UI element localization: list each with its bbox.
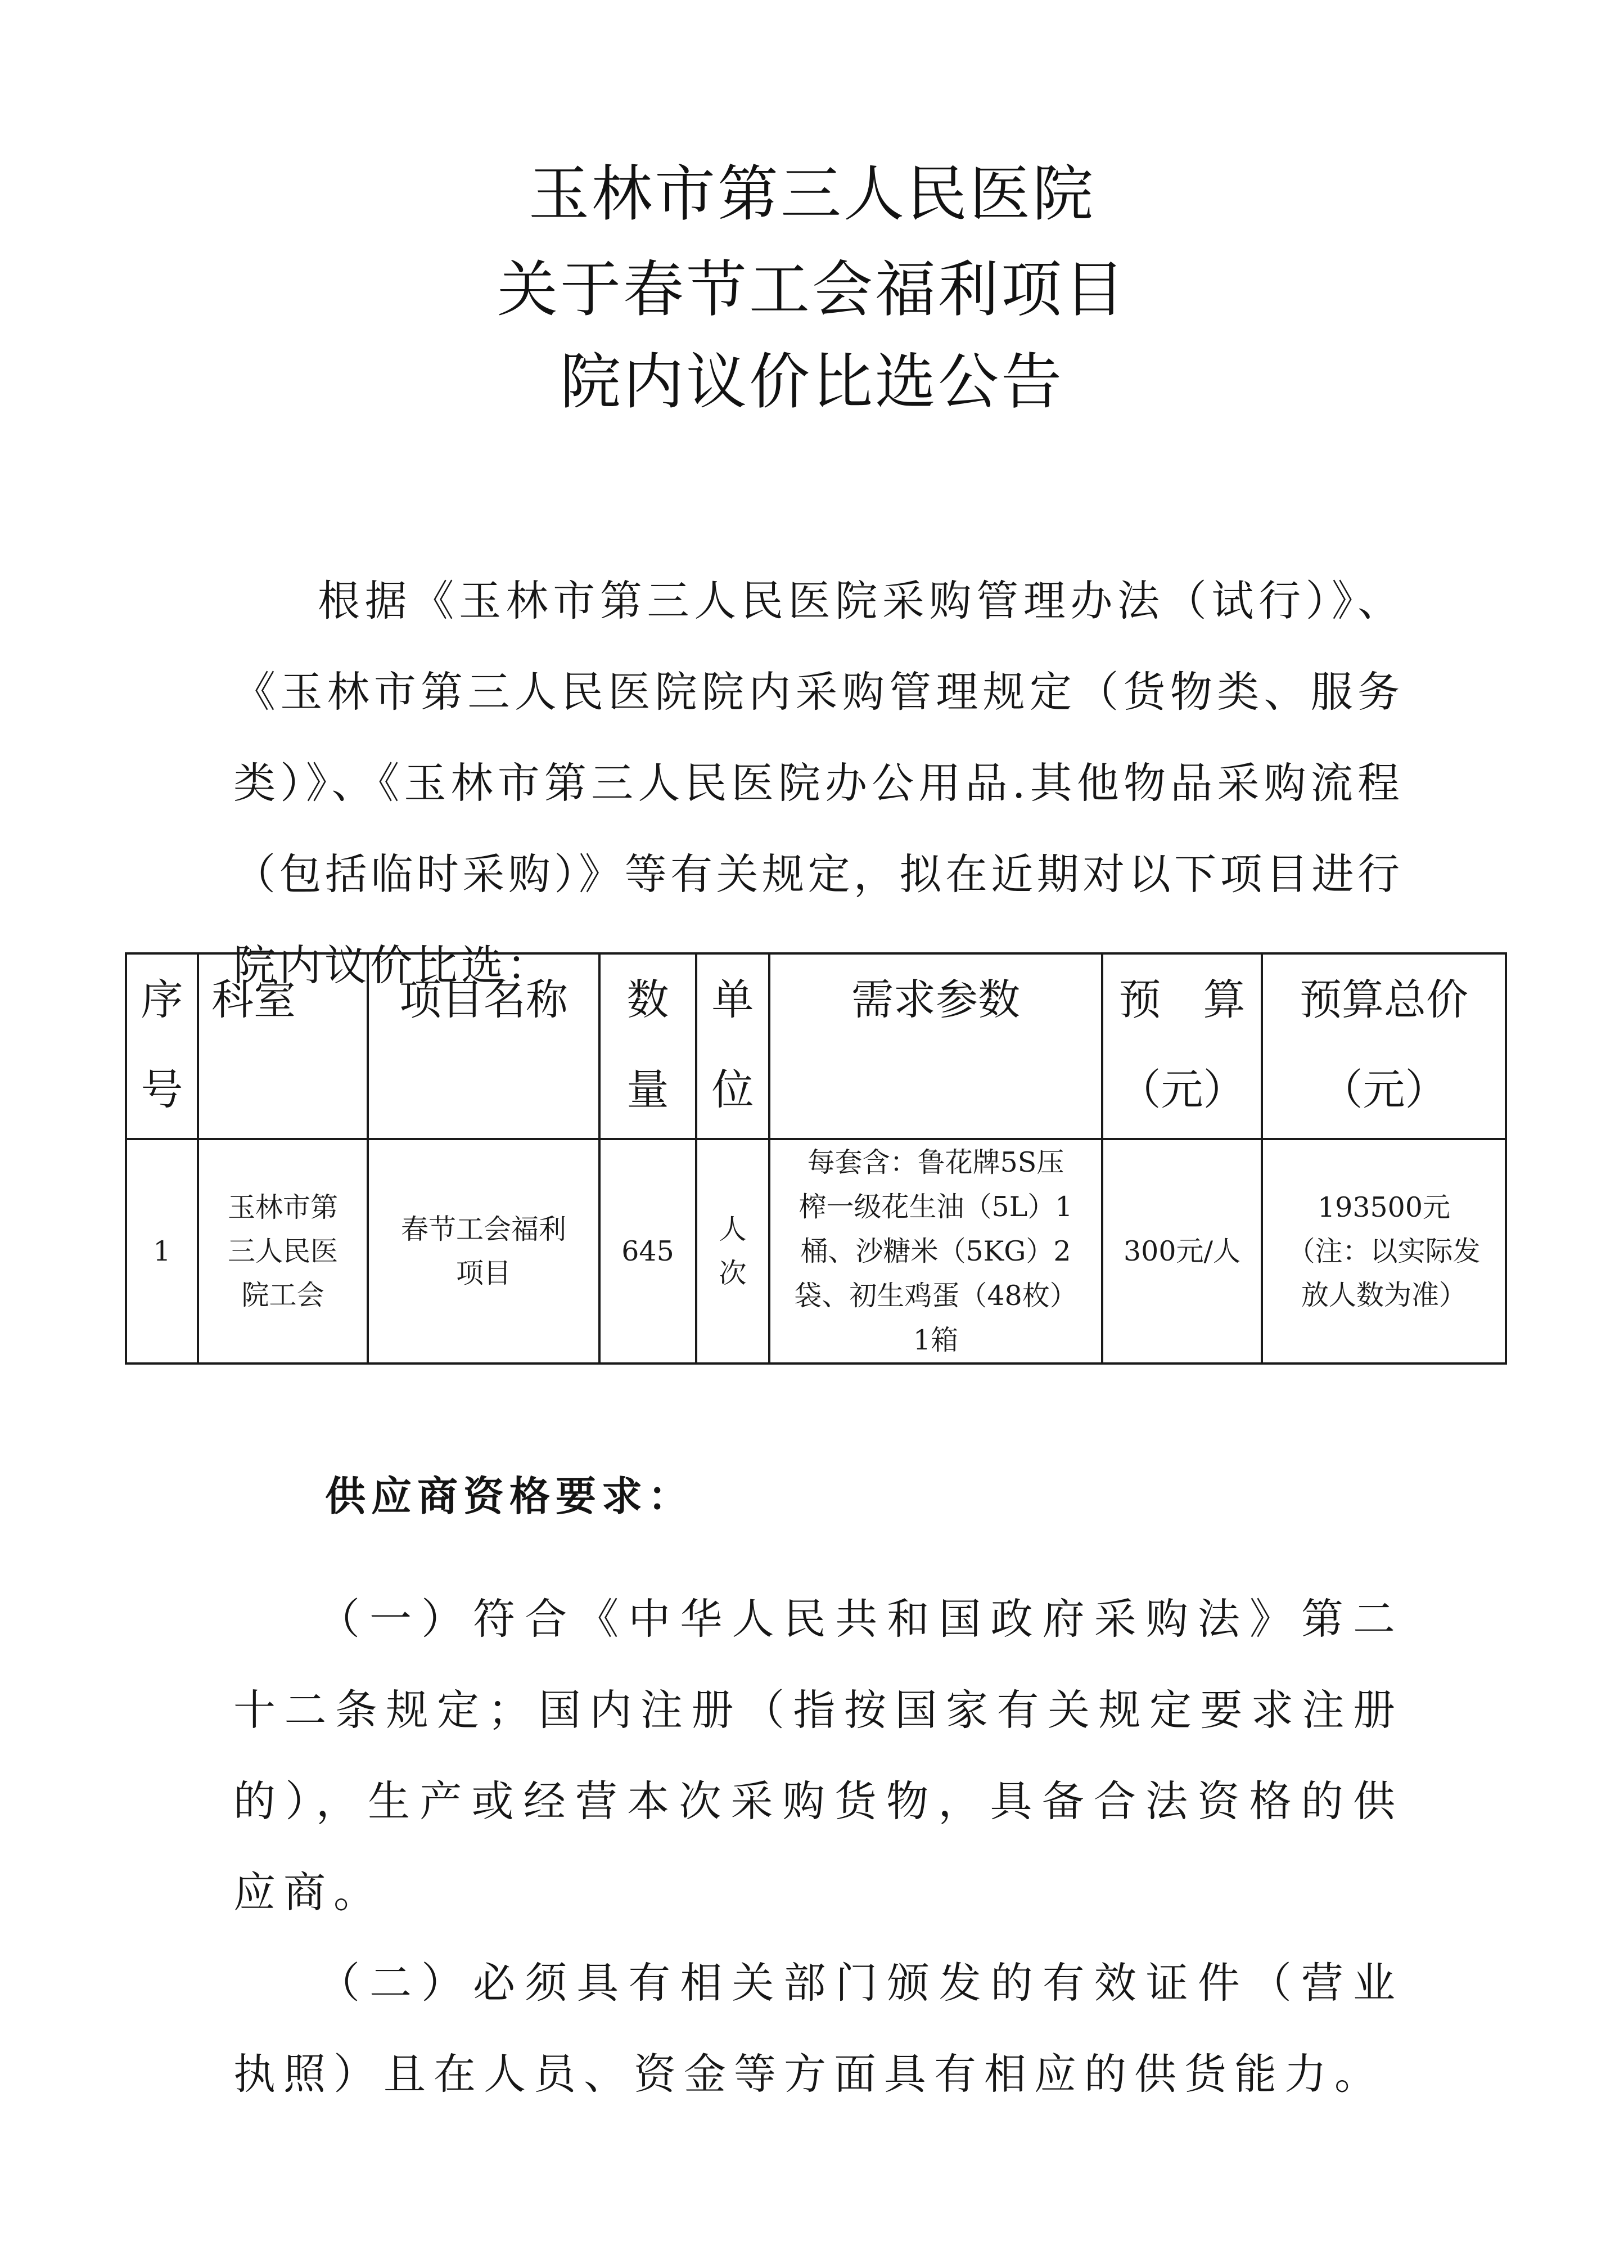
table-row <box>126 1139 1506 1364</box>
requirement-item-2: （二）必须具有相关部门颁发的有效证件（营业执照）且在人员、资金等方面具有相应的供货能力。 <box>233 1958 1403 2099</box>
notice-title-line-3: 院内议价比选公告 <box>560 347 1064 417</box>
header-seq: 序 号 <box>126 953 198 1139</box>
table-header-row <box>126 953 1506 1139</box>
cell-params: 每套含：鲁花牌5S压 榨一级花生油（5L）1 桶、沙糖米（5KG）2 袋、初生鸡蛋（48枚） 1箱 <box>769 1139 1102 1364</box>
header-unit: 单 位 <box>696 953 769 1139</box>
intro-paragraph: 根据《玉林市第三人民医院采购管理办法（试行）》、《玉林市第三人民医院院内采购管理规定（货物类、服务类）》、《玉林市第三人民医院办公用品.其他物品采购流程（包括临时采购）》等有关规定，拟在近期对以下项目进行院内议价比选： <box>233 576 1403 990</box>
header-total: 预算总价 （元） <box>1262 953 1506 1139</box>
notice-title-line-1: 玉林市第三人民医院 <box>528 159 1095 230</box>
bid-items-table <box>125 952 1507 1365</box>
notice-title-line-2: 关于春节工会福利项目 <box>497 255 1127 325</box>
cell-budget: 300元/人 <box>1102 1139 1262 1364</box>
cell-dept: 玉林市第 三人民医 院工会 <box>198 1139 368 1364</box>
header-dept: 科室 <box>198 953 368 1139</box>
cell-seq: 1 <box>126 1139 198 1364</box>
header-params: 需求参数 <box>769 953 1102 1139</box>
cell-total: 193500元 （注：以实际发 放人数为准） <box>1262 1139 1506 1364</box>
cell-qty: 645 <box>599 1139 696 1364</box>
requirement-item-1: （一）符合《中华人民共和国政府采购法》第二十二条规定；国内注册（指按国家有关规定要求注册的），生产或经营本次采购货物，具备合法资格的供应商。 <box>233 1594 1403 1917</box>
supplier-requirements-heading: 供应商资格要求： <box>325 1473 694 1520</box>
header-budget: 预 算 （元） <box>1102 953 1262 1139</box>
header-qty: 数 量 <box>599 953 696 1139</box>
header-project: 项目名称 <box>368 953 599 1139</box>
cell-unit: 人 次 <box>696 1139 769 1364</box>
cell-project: 春节工会福利 项目 <box>368 1139 599 1364</box>
